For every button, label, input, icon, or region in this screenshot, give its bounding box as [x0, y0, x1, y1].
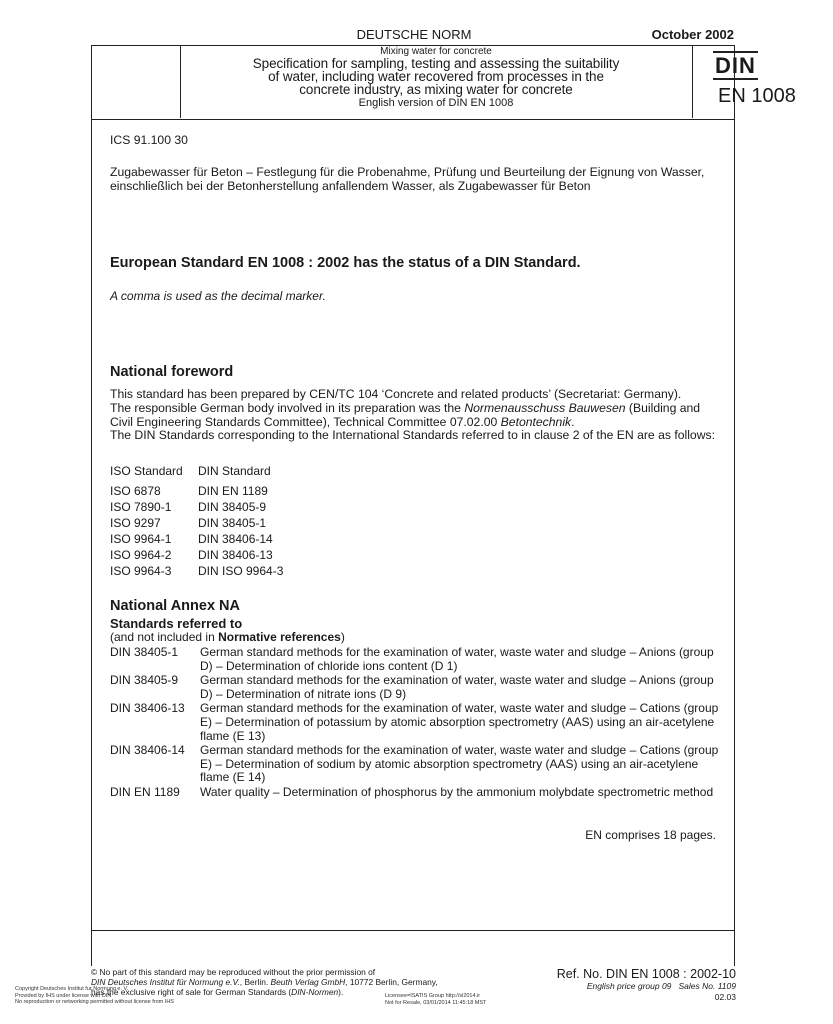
reference-code: DIN 38405-9	[110, 673, 179, 688]
page-frame-right	[734, 120, 735, 930]
foreword-p2-text-c: .	[571, 414, 575, 429]
print-date: 02.03	[714, 992, 736, 1002]
copyright-line-2-mid: , Berlin.	[239, 977, 271, 987]
publisher-name: Beuth Verlag GmbH	[270, 977, 346, 987]
table-row	[110, 499, 283, 515]
table-row	[110, 483, 283, 499]
license-line-3: No reproduction or networking permitted without license from IHS	[15, 999, 174, 1005]
din-logo: DIN	[715, 53, 756, 78]
copyright-line-3-a: has the exclusive right of sale for German Standards (	[91, 987, 292, 997]
iso-standard: ISO 9964-2	[110, 548, 172, 562]
annex-note-text-b: )	[340, 630, 345, 644]
foreword-paragraph-2	[110, 402, 718, 430]
referenced-standards-list	[110, 646, 720, 801]
iso-standard: ISO 7890-1	[110, 500, 172, 514]
resale-line: Not for Resale, 03/01/2014 11:45:18 MST	[385, 999, 487, 1006]
din-standard: DIN 38406-14	[198, 532, 273, 546]
annex-note-text-a: (and not included in	[110, 630, 219, 644]
sales-number: Sales No. 1109	[678, 981, 736, 991]
annex-note-bold: Normative references	[218, 630, 341, 644]
iso-column-header: ISO Standard	[110, 464, 183, 478]
page-count: EN comprises 18 pages.	[585, 828, 716, 842]
license-stamp-left	[15, 986, 315, 1006]
short-title: Mixing water for concrete	[380, 46, 492, 57]
page-frame-left	[91, 120, 92, 930]
list-item	[110, 744, 720, 786]
din-column-header: DIN Standard	[198, 464, 271, 478]
english-version-note: English version of DIN EN 1008	[358, 97, 514, 109]
title-cell	[180, 46, 693, 118]
footer-frame	[91, 930, 735, 966]
committee-name: Normenausschuss Bauwesen	[464, 400, 626, 415]
reference-title: German standard methods for the examination of water, waste water and sludge – Cations (group E) – Determination of sodium by atomic absorption spectrometry (AAS) using an air-acetylene flame (E 14)	[200, 743, 719, 785]
copyright-line-2-end: , 10772 Berlin, Germany,	[345, 977, 438, 987]
ics-code: ICS 91.100 30	[110, 133, 188, 147]
foreword-p2-text-b: (Building and Civil Engineering Standards Committee), Technical Committee 07.02.00	[110, 400, 701, 429]
din-standard: DIN 38406-13	[198, 548, 273, 562]
copyright-line-1: © No part of this standard may be reproduced without the prior permission of	[91, 967, 376, 977]
main-title-line-2: of water, including water recovered from processes in the	[268, 69, 604, 84]
iso-standard: ISO 9964-1	[110, 532, 172, 546]
eu-status-statement: European Standard EN 1008 : 2002 has the status of a DIN Standard.	[110, 255, 581, 271]
issue-date: October 2002	[651, 27, 734, 42]
license-line-2: Provided by IHS under license with DIN	[15, 992, 112, 999]
table-row	[110, 563, 283, 579]
iso-standard: ISO 6878	[110, 484, 161, 498]
list-item	[110, 786, 720, 801]
reference-title: German standard methods for the examination of water, waste water and sludge – Cations (group E) – Determination of potassium by atomic absorption spectrometry (AAS) using an air-acetylene flame (E 13)	[200, 701, 719, 743]
din-normen: DIN-Normen	[291, 987, 339, 997]
reference-title: German standard methods for the examination of water, waste water and sludge – Anions (group D) – Determination of nitrate ions (D 9)	[200, 673, 714, 701]
table-row	[110, 515, 283, 531]
din-standard: DIN EN 1189	[198, 484, 268, 498]
standard-id-cell	[693, 46, 833, 118]
din-institute-name: DIN Deutsches Institut für Normung e.V.	[91, 977, 240, 987]
reference-title: German standard methods for the examination of water, waste water and sludge – Anions (group D) – Determination of chloride ions content (D 1)	[200, 645, 714, 673]
annex-heading: National Annex NA	[110, 598, 240, 614]
standards-correspondence-table	[110, 463, 283, 579]
technical-committee-name: Betontechnik	[500, 414, 572, 429]
license-line-1: Copyright Deutsches Institut fur Normung e. V.	[15, 986, 129, 992]
standard-number: EN 1008	[718, 85, 796, 107]
document-header-bar	[92, 27, 736, 45]
table-header-row	[110, 463, 283, 483]
reference-code: DIN 38405-1	[110, 645, 179, 659]
table-row	[110, 531, 283, 547]
price-info	[540, 981, 736, 992]
reference-number: Ref. No. DIN EN 1008 : 2002-10	[556, 967, 736, 981]
din-standard: DIN 38405-9	[198, 500, 267, 514]
foreword-p2-text-a: The responsible German body involved in its preparation was the	[110, 400, 465, 415]
norm-label: DEUTSCHE NORM	[356, 27, 472, 42]
iso-standard: ISO 9297	[110, 516, 161, 530]
din-standard: DIN ISO 9964-3	[198, 564, 284, 578]
iso-standard: ISO 9964-3	[110, 564, 172, 578]
main-title-line-3: concrete industry, as mixing water for concrete	[299, 82, 573, 97]
reference-code: DIN 38406-13	[110, 701, 185, 716]
annex-note	[110, 631, 718, 645]
table-row	[110, 547, 283, 563]
german-title: Zugabewasser für Beton – Festlegung für die Probenahme, Prüfung und Beurteilung der Eignung von Wasser, einschließlich bei der Betonherstellung anfallendem Wasser, als Zugabewasser für Beton	[110, 165, 705, 193]
foreword-text	[110, 388, 718, 443]
foreword-paragraph-1: This standard has been prepared by CEN/TC 104 ‘Concrete and related products’ (Secretariat: Germany).	[110, 387, 682, 401]
reference-code: DIN EN 1189	[110, 784, 180, 799]
foreword-heading: National foreword	[110, 364, 234, 380]
price-group: English price group 09	[586, 981, 672, 991]
licensee-line: Licensee=ISATIS Group http://sl2014.ir	[385, 993, 481, 999]
reference-title: Water quality – Determination of phosphorus by the ammonium molybdate spectrometric method	[200, 784, 714, 799]
main-title-line-1: Specification for sampling, testing and assessing the suitability	[252, 56, 620, 71]
reference-code: DIN 38406-14	[110, 743, 185, 758]
annex-subheading: Standards referred to	[110, 616, 243, 631]
list-item	[110, 674, 720, 702]
din-standard: DIN 38405-1	[198, 516, 267, 530]
foreword-paragraph-3: The DIN Standards corresponding to the International Standards referred to in clause 2 of the EN are as follows:	[110, 428, 715, 443]
title-box-blank-cell	[92, 46, 181, 118]
list-item	[110, 702, 720, 744]
decimal-marker-note: A comma is used as the decimal marker.	[110, 289, 326, 303]
reference-block	[540, 967, 736, 1003]
list-item	[110, 646, 720, 674]
title-box	[91, 45, 796, 120]
copyright-line-3-b: ).	[338, 987, 344, 997]
